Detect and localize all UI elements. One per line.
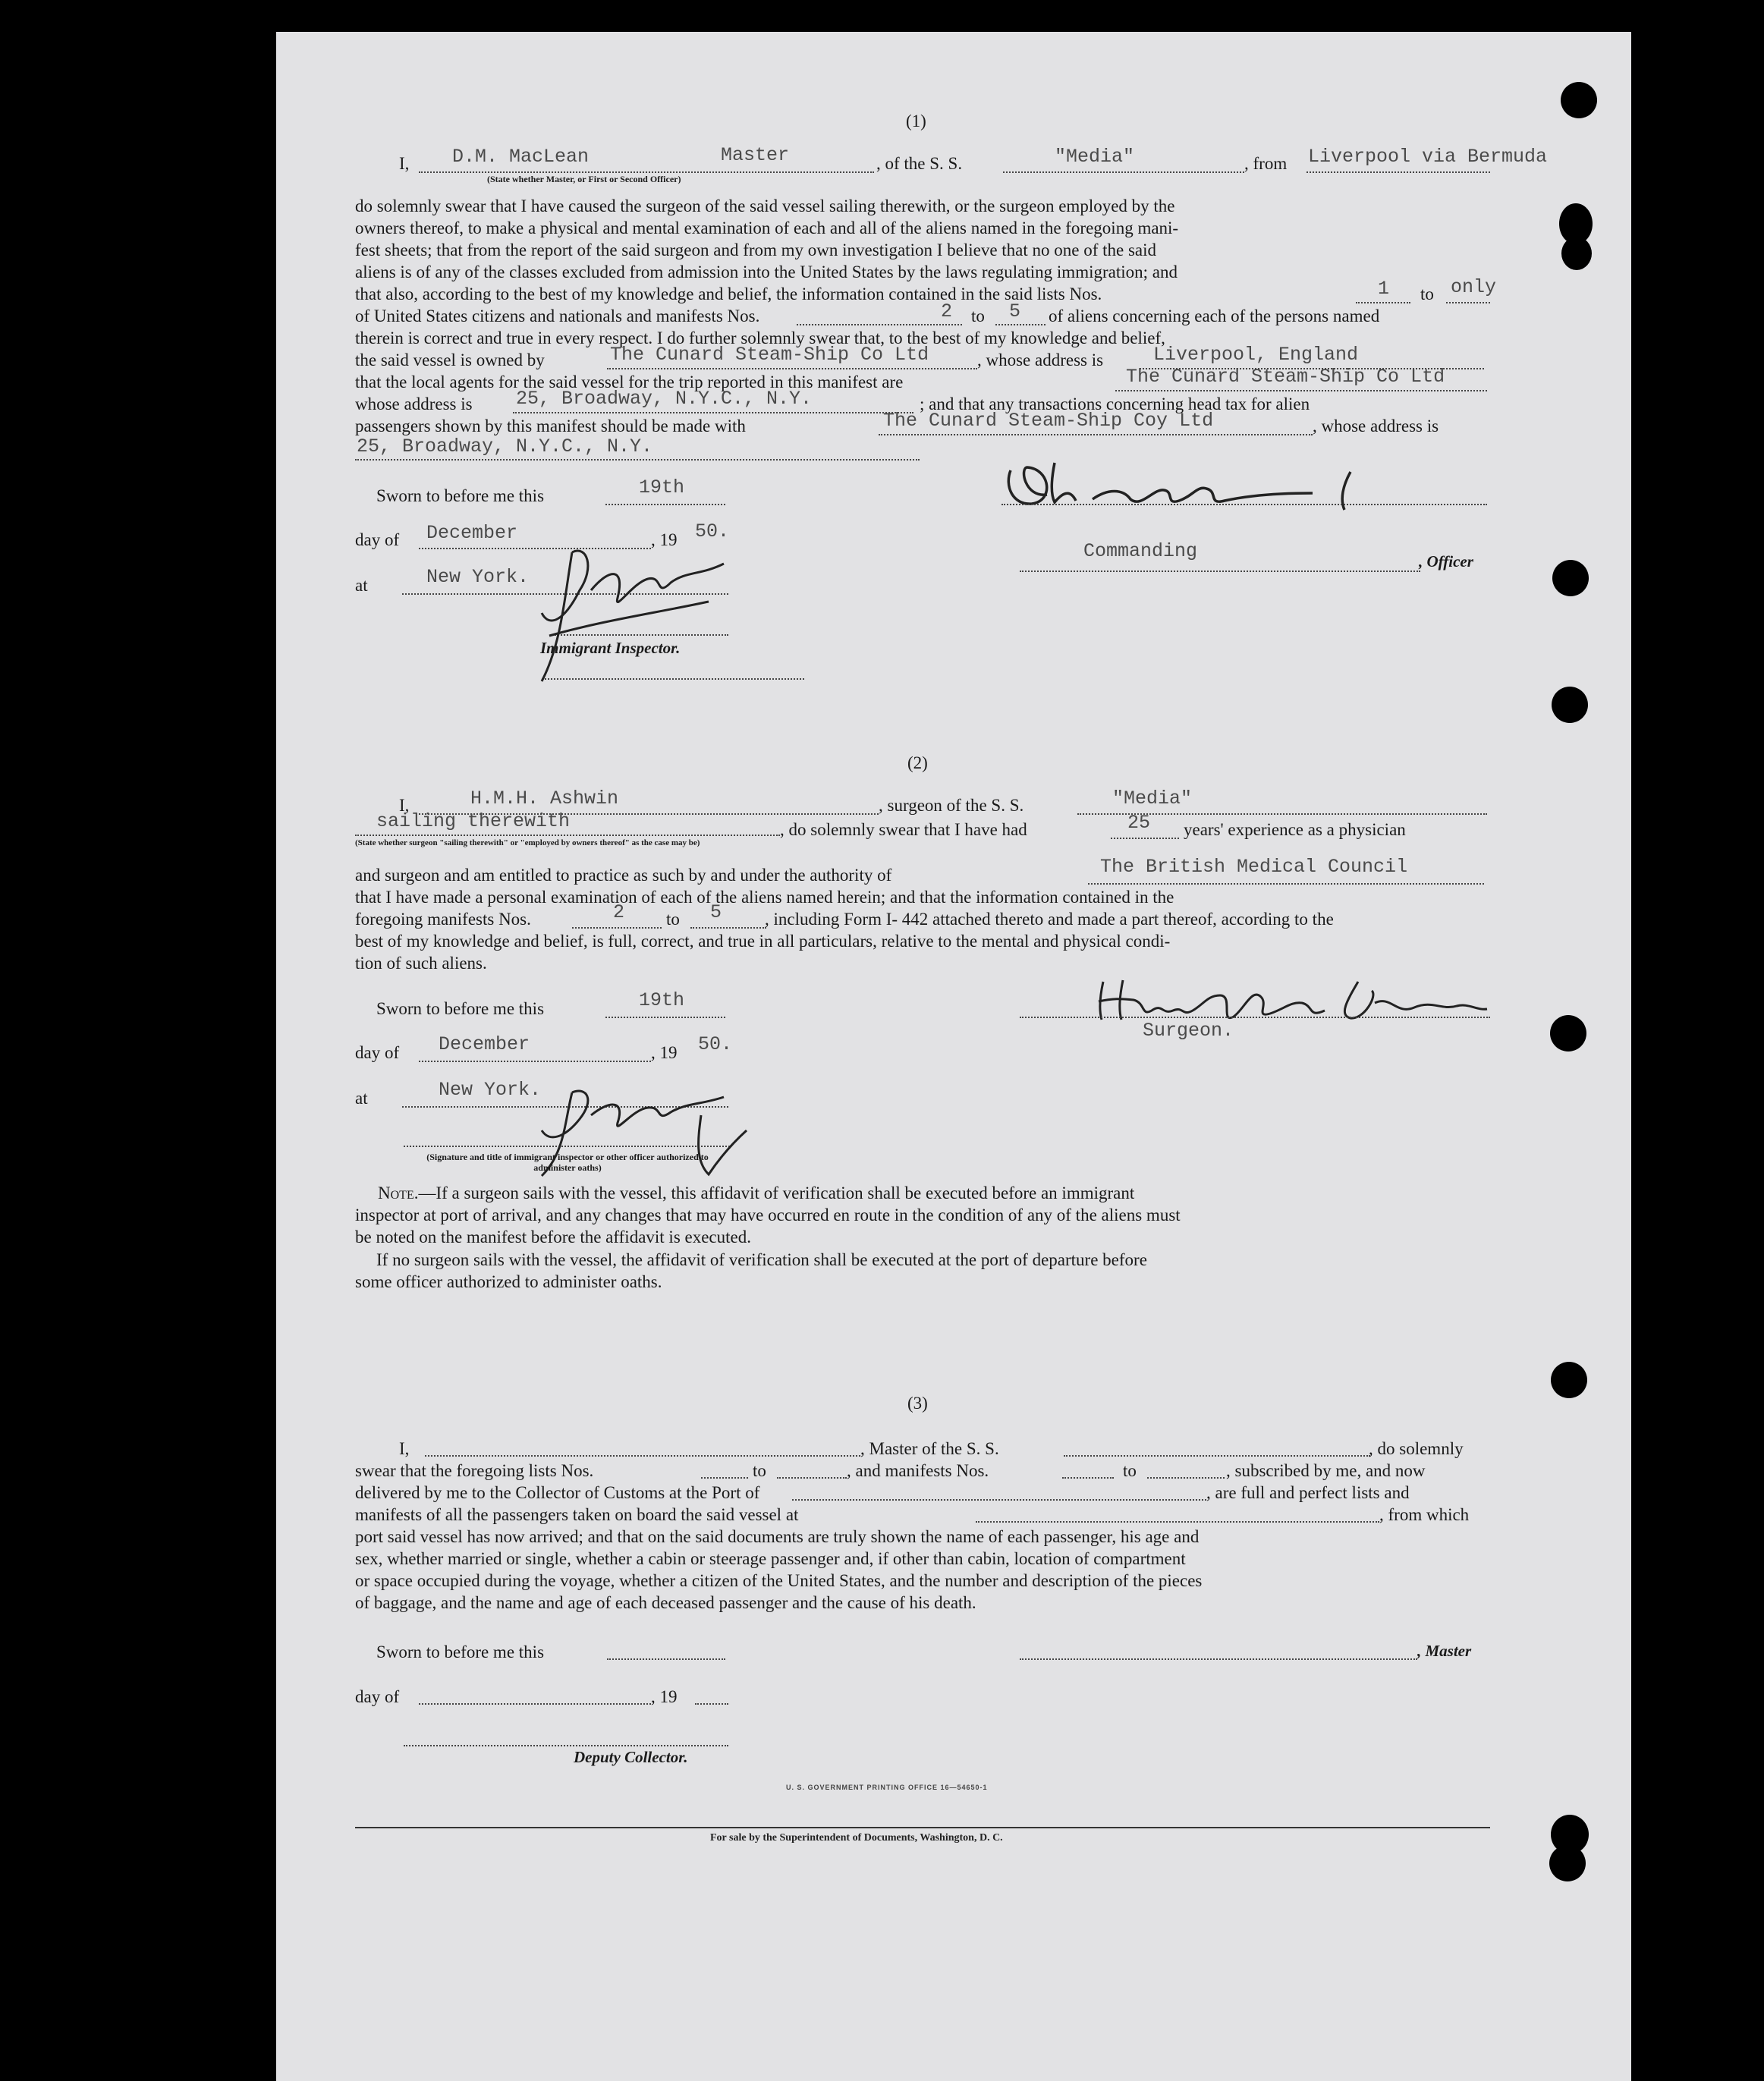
sworn-label: Sworn to before me this xyxy=(376,999,545,1018)
day-of-label: day of xyxy=(355,1687,400,1706)
body-line: that I have made a personal examination of each of the aliens named herein; and that the information contained in the xyxy=(355,888,1174,907)
i-label: I, xyxy=(399,154,410,173)
body-line: delivered by me to the Collector of Customs at the Port of xyxy=(355,1483,760,1502)
fill-line xyxy=(976,1521,1379,1523)
body-line: passengers shown by this manifest should be made with xyxy=(355,417,746,435)
fill-line xyxy=(1306,171,1490,173)
sworn-month: December xyxy=(426,522,518,544)
body-line: , whose address is xyxy=(1313,417,1439,435)
fill-line xyxy=(419,1703,651,1705)
year-prefix: , 19 xyxy=(651,530,678,549)
body-line: of aliens concerning each of the persons named xyxy=(1049,306,1380,325)
fill-line xyxy=(995,324,1046,325)
fill-line xyxy=(1111,838,1179,839)
deputy-label: Deputy Collector. xyxy=(574,1748,688,1766)
fill-line xyxy=(1115,390,1487,391)
agents-address: 25, Broadway, N.Y.C., N.Y. xyxy=(516,388,813,410)
master-label: , Master xyxy=(1417,1642,1472,1660)
section-number: (2) xyxy=(907,753,928,772)
of-ss-label: , of the S. S. xyxy=(876,154,963,173)
inspector-signature xyxy=(519,537,739,689)
title-hint: (State whether Master, or First or Second Officer) xyxy=(487,174,681,184)
to-label: to xyxy=(666,910,680,929)
i-label: I, xyxy=(399,796,410,815)
body-line: owners thereof, to make a physical and mental examination of each and all of the aliens named in the foregoing mani- xyxy=(355,218,1179,237)
officer-label: , Officer xyxy=(1419,552,1473,571)
punch-hole xyxy=(1552,687,1588,723)
commanding-rank: Commanding xyxy=(1083,540,1198,562)
lists-to: only xyxy=(1451,276,1497,298)
surgeon-name: H.M.H. Ashwin xyxy=(470,787,619,809)
headtax-address: 25, Broadway, N.Y.C., N.Y. xyxy=(357,435,653,457)
inspector-label: Immigrant Inspector. xyxy=(540,639,681,657)
body-line: aliens is of any of the classes excluded from admission into the United States by the laws regulating immigration; and xyxy=(355,262,1178,281)
body-line: , do solemnly swear that I have had xyxy=(780,820,1027,839)
fill-line xyxy=(1020,1658,1417,1660)
note2-line: If no surgeon sails with the vessel, the affidavit of verification shall be executed at the port of departure before xyxy=(376,1250,1147,1269)
years-experience: 25 xyxy=(1127,812,1151,834)
section-number: (1) xyxy=(906,112,926,130)
sworn-day: 19th xyxy=(639,476,685,498)
fill-line xyxy=(1001,504,1487,505)
printing-office: U. S. GOVERNMENT PRINTING OFFICE 16—54650-1 xyxy=(786,1784,988,1791)
signature-hint: (Signature and title of immigrant inspector or other officer authorized to administer oaths) xyxy=(426,1152,709,1173)
note-text: inspector at port of arrival, and any changes that may have occurred en route in the condition of any of the aliens must xyxy=(355,1206,1181,1224)
fill-line xyxy=(605,504,725,505)
surgeon-label: Surgeon. xyxy=(1143,1020,1234,1042)
fill-line xyxy=(607,368,977,369)
punch-hole xyxy=(1551,1362,1587,1398)
punch-hole xyxy=(1561,237,1592,270)
day-of-label: day of xyxy=(355,530,400,549)
body-line: swear that the foregoing lists Nos. xyxy=(355,1461,594,1480)
fill-line xyxy=(355,835,780,836)
ship-name: "Media" xyxy=(1112,787,1193,809)
master-signature xyxy=(1001,455,1426,516)
lists-from: 1 xyxy=(1378,278,1390,300)
manifests-to: 5 xyxy=(710,901,722,923)
sworn-label: Sworn to before me this xyxy=(376,1642,545,1661)
section-number: (3) xyxy=(907,1394,928,1413)
punch-hole xyxy=(1552,560,1589,596)
body-line: , from which xyxy=(1379,1505,1470,1524)
fill-line xyxy=(1356,302,1410,303)
fill-line xyxy=(1147,1477,1225,1479)
solemnly-label: , do solemnly xyxy=(1369,1439,1464,1458)
note-label: Note. xyxy=(378,1184,419,1202)
owner-name: The Cunard Steam-Ship Co Ltd xyxy=(610,344,929,366)
master-name: D.M. MacLean xyxy=(452,146,590,168)
punch-hole xyxy=(1550,1015,1586,1052)
body-line: ; and that any transactions concerning head tax for alien xyxy=(920,395,1310,413)
body-line: foregoing manifests Nos. xyxy=(355,910,531,929)
to-label: to xyxy=(1420,284,1434,303)
body-line: whose address is xyxy=(355,395,473,413)
fill-line xyxy=(792,1499,1206,1501)
fill-line xyxy=(1062,1477,1114,1479)
to-label: to xyxy=(753,1461,766,1480)
sale-notice: For sale by the Superintendent of Documents, Washington, D. C. xyxy=(710,1832,1003,1844)
at-label: at xyxy=(355,576,368,595)
body-line: , are full and perfect lists and xyxy=(1206,1483,1410,1502)
fill-line xyxy=(607,1658,725,1660)
fill-line xyxy=(879,434,1313,435)
body-line: of United States citizens and nationals and manifests Nos. xyxy=(355,306,760,325)
sworn-year: 50. xyxy=(695,520,730,542)
body-line: , and manifests Nos. xyxy=(847,1461,989,1480)
fill-line xyxy=(1003,171,1244,173)
body-line: best of my knowledge and belief, is full, correct, and true in all particulars, relative to the mental and physical condi- xyxy=(355,932,1171,951)
note-text: be noted on the manifest before the affidavit is executed. xyxy=(355,1228,751,1246)
fill-line xyxy=(1446,302,1490,303)
fill-line xyxy=(1088,883,1484,885)
body-line: sex, whether married or single, whether a cabin or steerage passenger and, if other than cabin, location of compartment xyxy=(355,1549,1186,1568)
sworn-year: 50. xyxy=(698,1033,733,1055)
footer-rule xyxy=(355,1827,1490,1828)
headtax-agent: The Cunard Steam-Ship Coy Ltd xyxy=(883,410,1214,432)
body-line: fest sheets; that from the report of the said surgeon and from my own investigation I believe that no one of the said xyxy=(355,240,1157,259)
punch-hole xyxy=(1561,82,1597,118)
fill-line xyxy=(690,927,766,929)
note2-line: some officer authorized to administer oaths. xyxy=(355,1272,662,1291)
fill-line xyxy=(419,171,874,173)
owner-address: Liverpool, England xyxy=(1153,344,1359,366)
ship-name: "Media" xyxy=(1055,146,1135,168)
sworn-day: 19th xyxy=(639,989,685,1011)
fill-line xyxy=(701,1477,748,1479)
note-paragraph xyxy=(355,1182,1490,1248)
body-line: , whose address is xyxy=(977,351,1104,369)
sworn-label: Sworn to before me this xyxy=(376,486,545,505)
body-line: the said vessel is owned by xyxy=(355,351,545,369)
sworn-month: December xyxy=(439,1033,530,1055)
fill-line xyxy=(419,1061,651,1062)
manifests-to: 5 xyxy=(1009,300,1021,322)
fill-line xyxy=(777,1477,847,1479)
fill-line xyxy=(797,324,962,325)
at-label: at xyxy=(355,1089,368,1108)
fill-line xyxy=(1020,1017,1490,1018)
surgeon-capacity: sailing therewith xyxy=(376,810,571,832)
fill-line xyxy=(1020,571,1420,572)
fill-line xyxy=(404,1745,728,1746)
fill-line xyxy=(572,927,662,929)
body-line: years' experience as a physician xyxy=(1184,820,1406,839)
note-text: —If a surgeon sails with the vessel, this affidavit of verification shall be executed before an immigrant xyxy=(418,1184,1135,1202)
fill-line xyxy=(1064,1455,1370,1457)
capacity-hint: (State whether surgeon "sailing therewith" or "employed by owners thereof" as the case may be) xyxy=(355,838,700,847)
sworn-place: New York. xyxy=(426,566,530,588)
body-line: , subscribed by me, and now xyxy=(1226,1461,1426,1480)
body-line: tion of such aliens. xyxy=(355,954,487,973)
body-line: of baggage, and the name and age of each deceased passenger and the cause of his death. xyxy=(355,1593,976,1612)
i-label: I, xyxy=(399,1439,410,1458)
agents-name: The Cunard Steam-Ship Co Ltd xyxy=(1126,366,1445,388)
from-label: , from xyxy=(1244,154,1288,173)
body-line: therein is correct and true in every respect. I do further solemnly swear that, to the best of my knowledge and belief, xyxy=(355,328,1165,347)
body-line: that the local agents for the said vessel for the trip reported in this manifest are xyxy=(355,373,904,391)
to-label: to xyxy=(1123,1461,1137,1480)
surgeon-of-label: , surgeon of the S. S. xyxy=(879,796,1024,815)
body-line: and surgeon and am entitled to practice as such by and under the authority of xyxy=(355,866,892,885)
sworn-place: New York. xyxy=(439,1079,542,1101)
punch-hole xyxy=(1549,1845,1586,1881)
fill-line xyxy=(425,1455,860,1457)
day-of-label: day of xyxy=(355,1043,400,1062)
body-line: manifests of all the passengers taken on board the said vessel at xyxy=(355,1505,799,1524)
body-line: that also, according to the best of my knowledge and belief, the information contained in the said lists Nos. xyxy=(355,284,1102,303)
body-line: port said vessel has now arrived; and that on the said documents are truly shown the name of each passenger, his age and xyxy=(355,1527,1200,1546)
master-title: Master xyxy=(721,144,790,166)
manifests-from: 2 xyxy=(613,901,625,923)
to-label: to xyxy=(971,306,985,325)
year-prefix: , 19 xyxy=(651,1043,678,1062)
body-line: do solemnly swear that I have caused the surgeon of the said vessel sailing therewith, or the surgeon employed by the xyxy=(355,196,1175,215)
fill-line xyxy=(695,1703,728,1705)
port-from: Liverpool via Bermuda xyxy=(1308,146,1548,168)
year-prefix: , 19 xyxy=(651,1687,678,1706)
fill-line xyxy=(355,459,920,461)
master-of-label: , Master of the S. S. xyxy=(860,1439,999,1458)
manifests-from: 2 xyxy=(941,300,953,322)
medical-authority: The British Medical Council xyxy=(1100,856,1408,878)
body-line: , including Form I- 442 attached thereto and made a part thereof, according to the xyxy=(765,910,1334,929)
fill-line xyxy=(605,1017,725,1018)
fill-line xyxy=(513,412,913,413)
body-line: or space occupied during the voyage, whether a citizen of the United States, and the number and description of the pieces xyxy=(355,1571,1203,1590)
